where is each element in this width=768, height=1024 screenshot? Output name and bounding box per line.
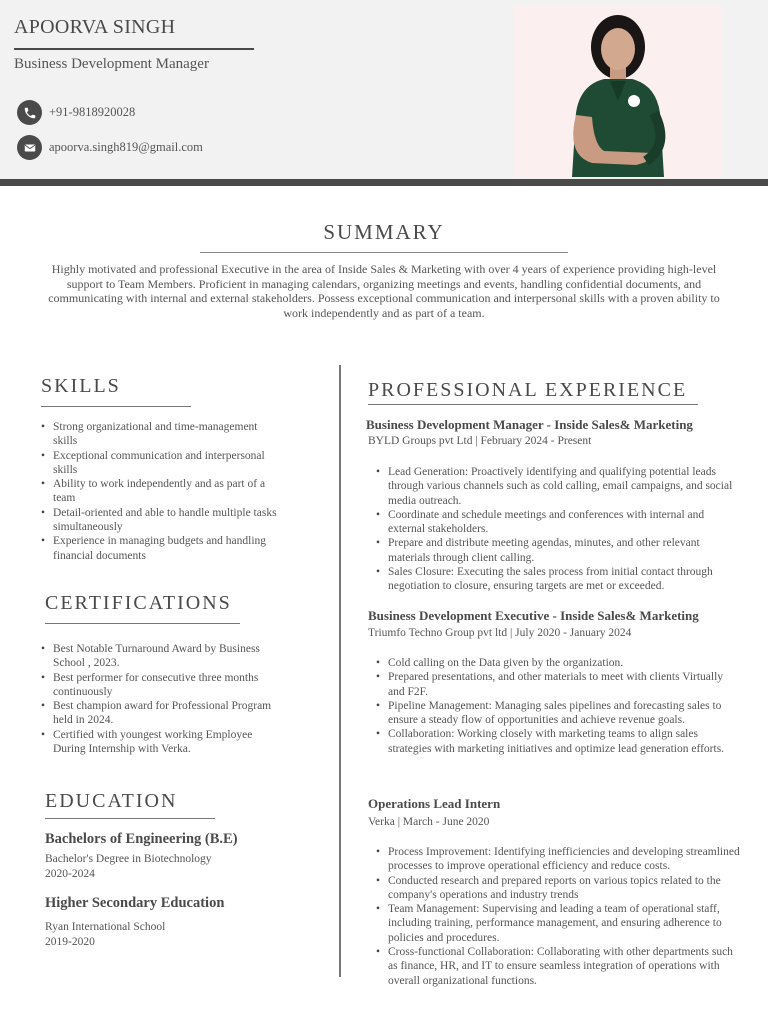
list-item: • Sales Closure: Executing the sales process from initial contact through negotiation to closure, ensuring targets are met or exceeded.: [376, 565, 740, 594]
list-item: • Detail-oriented and able to handle multiple tasks simultaneously: [41, 506, 281, 535]
job-title: Operations Lead Intern: [368, 796, 501, 811]
list-item: • Certified with youngest working Employee During Internship with Verka.: [41, 728, 281, 757]
experience-underline: [368, 404, 698, 405]
job-title: Business Development Manager - Inside Sales& Marketing: [366, 417, 693, 432]
list-item: • Cross-functional Collaboration: Collaborating with other departments such as finance, HR, and IT to ensure seamless integration of operations with overall organizational functions.: [376, 945, 740, 988]
list-item: • Best champion award for Professional Program held in 2024.: [41, 699, 281, 728]
email-address[interactable]: apoorva.singh819@gmail.com: [49, 140, 203, 154]
list-item: • Strong organizational and time-management skills: [41, 420, 281, 449]
job-meta: Triumfo Techno Group pvt ltd | July 2020 - January 2024: [368, 627, 632, 639]
summary-underline: [200, 252, 568, 253]
education-degree: Bachelors of Engineering (B.E): [45, 831, 238, 847]
list-item: • Pipeline Management: Managing sales pipelines and forecasting sales to ensure a steady flow of opportunities and achieve revenue goals.: [376, 699, 740, 728]
email-contact: [17, 135, 203, 160]
job-title: Business Development Executive - Inside Sales& Marketing: [368, 608, 699, 623]
list-item: • Best Notable Turnaround Award by Business School , 2023.: [41, 642, 281, 671]
certifications-heading: CERTIFICATIONS: [45, 592, 232, 614]
job-bullets: [376, 656, 740, 756]
education-years: 2019-2020: [45, 936, 95, 948]
skills-underline: [41, 406, 191, 407]
candidate-name: APOORVA SINGH: [14, 16, 176, 38]
certifications-underline: [45, 623, 240, 624]
list-item: • Cold calling on the Data given by the organization.: [376, 656, 740, 670]
job-meta: Verka | March - June 2020: [368, 816, 490, 828]
skills-heading: SKILLS: [41, 375, 121, 397]
list-item: • Prepared presentations, and other materials to meet with clients Virtually and F2F.: [376, 670, 740, 699]
list-item: • Ability to work independently and as part of a team: [41, 477, 281, 506]
experience-heading: PROFESSIONAL EXPERIENCE: [368, 379, 688, 401]
list-item: • Experience in managing budgets and handling financial documents: [41, 534, 281, 563]
education-degree: Higher Secondary Education: [45, 895, 225, 911]
summary-heading: SUMMARY: [323, 220, 445, 244]
list-item: • Coordinate and schedule meetings and conferences with internal and external stakeholders.: [376, 508, 740, 537]
education-years: 2020-2024: [45, 868, 95, 880]
phone-icon: [17, 100, 42, 125]
list-item: • Lead Generation: Proactively identifying and qualifying potential leads through various channels such as cold calling, email campaigns, and social media outreach.: [376, 465, 740, 508]
job-bullets: [376, 465, 740, 594]
header-divider-bar: [0, 179, 768, 186]
education-detail: Ryan International School: [45, 921, 166, 933]
list-item: • Prepare and distribute meeting agendas, minutes, and other relevant materials through client calling.: [376, 536, 740, 565]
skills-list: [41, 420, 281, 563]
list-item: • Team Management: Supervising and leading a team of operational staff, including training, performance management, and ensuring adherence to policies and procedures.: [376, 902, 740, 945]
column-divider: [339, 365, 341, 977]
phone-number[interactable]: +91-9818920028: [49, 105, 136, 119]
list-item: • Conducted research and prepared reports on various topics related to the company's operations and industry trends: [376, 874, 740, 903]
phone-contact: [17, 100, 135, 125]
name-underline: [14, 48, 254, 50]
job-bullets: [376, 845, 740, 988]
list-item: • Process Improvement: Identifying inefficiencies and developing streamlined processes to improve operational efficiency and reduce costs.: [376, 845, 740, 874]
summary-text: Highly motivated and professional Executive in the area of Inside Sales & Marketing with over 4 years of experience providing high-level support to Team Members. Proficient in managing calendars, organizing meetings and events, handling confidential documents, and communicating with internal and external stakeholders. Possess exceptional communication and interpersonal skills with a proven ability to work independently and as part of a team.: [48, 262, 720, 320]
mail-icon: [17, 135, 42, 160]
list-item: • Exceptional communication and interpersonal skills: [41, 449, 281, 478]
candidate-title: Business Development Manager: [14, 56, 209, 72]
list-item: • Best performer for consecutive three months continuously: [41, 671, 281, 700]
job-meta: BYLD Groups pvt Ltd | February 2024 - Present: [368, 435, 592, 447]
certifications-list: [41, 642, 281, 756]
education-heading: EDUCATION: [45, 790, 178, 812]
profile-photo: [514, 5, 722, 177]
education-detail: Bachelor's Degree in Biotechnology: [45, 853, 212, 865]
education-underline: [45, 818, 215, 819]
list-item: • Collaboration: Working closely with marketing teams to align sales strategies with marketing initiatives and optimize lead generation efforts.: [376, 727, 740, 756]
